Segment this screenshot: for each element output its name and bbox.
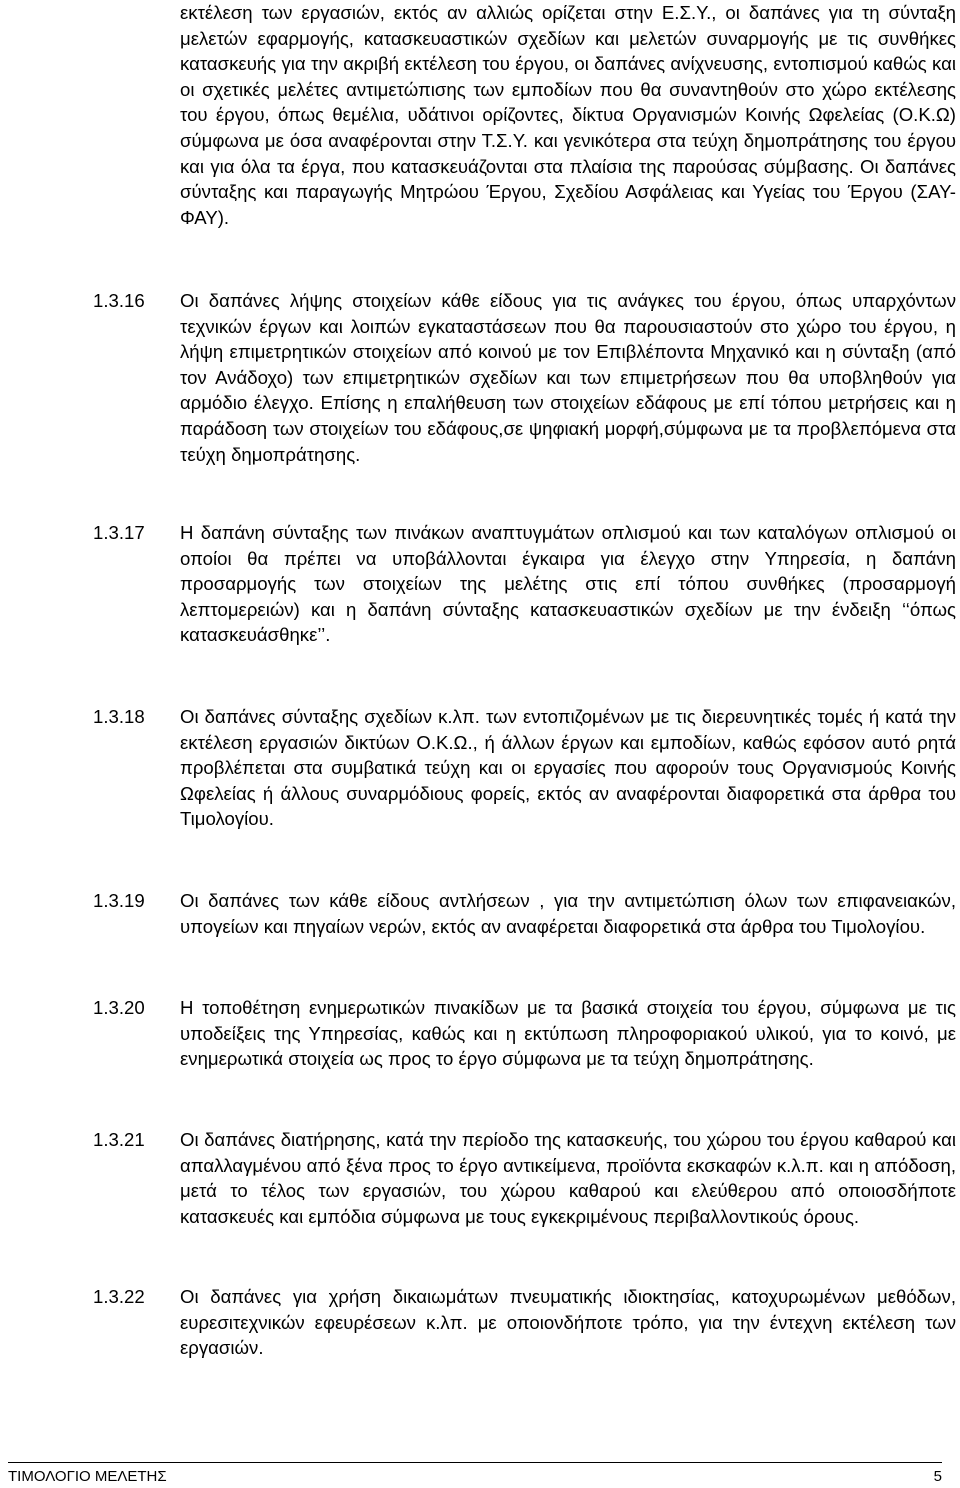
item-number: 1.3.16 bbox=[93, 290, 145, 311]
page-footer bbox=[8, 1462, 942, 1485]
item-text: Οι δαπάνες λήψης στοιχείων κάθε είδους για τις ανάγκες του έργου, όπως υπαρχόντων τεχνικών έργων και λοιπών εγκαταστάσεων που θα παρουσιαστούν στο χώρο του έργου, η λήψη επιμετρητικών στοιχείων από κοινού με τον Επιβλέποντα Μηχανικό και η σύνταξη (από τον Ανάδοχο) των επιμετρητικών σχεδίων και των επιμετρήσεων που θα υποβληθούν για αρμόδιο έλεγχο. Επίσης η επαλήθευση των στοιχείων εδάφους με επί τόπου μετρήσεις και η παράδοση των στοιχείων του εδάφους,σε ψηφιακή μορφή,σύμφωνα με τα προβλεπόμενα στα τεύχη δημοπράτησης. bbox=[180, 290, 956, 465]
item-number: 1.3.17 bbox=[93, 522, 145, 543]
item-text: Οι δαπάνες διατήρησης, κατά την περίοδο της κατασκευής, του χώρου του έργου καθαρού και απαλλαγμένου από ξένα προς το έργο αντικείμενα, προϊόντα εκσκαφών κ.λ.π. και η απόδοση, μετά το τέλος των εργασιών, του χώρου καθαρού και ελεύθερου από οποιοσδήποτε κατασκευές και εμπόδια σύμφωνα με τους εγκεκριμένους περιβαλλοντικούς όρους. bbox=[180, 1129, 956, 1227]
item-text: Η δαπάνη σύνταξης των πινάκων αναπτυγμάτων οπλισμού και των καταλόγων οπλισμού οι οποίοι θα πρέπει να υποβάλλονται έγκαιρα για έλεγχο στην Υπηρεσία, η δαπάνη προσαρμογής των στοιχείων της μελέτης στις επί τόπου συνθήκες (προσαρμογή λεπτομερειών) και η δαπάνη σύνταξης κατασκευαστικών σχεδίων με την ένδειξη ‘‘όπως κατασκευάσθηκε’’. bbox=[180, 522, 956, 646]
item-text: Οι δαπάνες για χρήση δικαιωμάτων πνευματικής ιδιοκτησίας, κατοχυρωμένων μεθόδων, ευρεσιτεχνικών εφευρέσεων κ.λπ. με οποιονδήποτε τρόπο, για την έντεχνη εκτέλεση των εργασιών. bbox=[180, 1286, 956, 1359]
item-text: Οι δαπάνες των κάθε είδους αντλήσεων , για την αντιμετώπιση όλων των επιφανειακών, υπογείων και πηγαίων νερών, εκτός αν αναφέρεται διαφορετικά στα άρθρα του Τιμολογίου. bbox=[180, 890, 956, 937]
page-number: 5 bbox=[933, 1468, 942, 1485]
item-number: 1.3.20 bbox=[93, 997, 145, 1018]
item-number: 1.3.22 bbox=[93, 1286, 145, 1307]
item-number: 1.3.19 bbox=[93, 890, 145, 911]
footer-title: ΤΙΜΟΛΟΓΙΟ ΜΕΛΕΤΗΣ bbox=[8, 1468, 167, 1485]
intro-paragraph: εκτέλεση των εργασιών, εκτός αν αλλιώς ορίζεται στην Ε.Σ.Υ., οι δαπάνες για τη σύνταξη μελετών εφαρμογής, κατασκευαστικών σχεδίων και μελετών συναρμογής με τις συνθήκες κατασκευής για την ακριβή εκτέλεση του έργου, οι δαπάνες ανίχνευσης, εντοπισμού καθώς και οι σχετικές μελέτες αντιμετώπισης των εμποδίων που θα συναντηθούν στο χώρο εκτέλεσης του έργου, όπως θεμέλια, υδάτινοι ορίζοντες, δίκτυα Οργανισμών Κοινής Ωφελείας (Ο.Κ.Ω) σύμφωνα με όσα αναφέρονται στην Τ.Σ.Υ. και γενικότερα στα τεύχη δημοπράτησης του έργου και για όλα τα έργα, που κατασκευάζονται στα πλαίσια της παρούσας σύμβασης. Οι δαπάνες σύνταξης και παραγωγής Μητρώου Έργου, Σχεδίου Ασφάλειας και Υγείας του Έργου (ΣΑΥ-ΦΑΥ). bbox=[180, 2, 956, 228]
item-number: 1.3.18 bbox=[93, 706, 145, 727]
item-text: Οι δαπάνες σύνταξης σχεδίων κ.λπ. των εντοπιζομένων με τις διερευνητικές τομές ή κατά την εκτέλεση εργασιών δικτύων Ο.Κ.Ω., ή άλλων έργων και εμποδίων, καθώς εφόσον αυτό ρητά προβλέπεται στα συμβατικά τεύχη και οι εργασίες που αφορούν τους Οργανισμούς Κοινής Ωφελείας ή άλλους συναρμόδιους φορείς, εκτός αν αναφέρονται διαφορετικά στα άρθρα του Τιμολογίου. bbox=[180, 706, 956, 830]
item-number: 1.3.21 bbox=[93, 1129, 145, 1150]
item-text: Η τοποθέτηση ενημερωτικών πινακίδων με τα βασικά στοιχεία του έργου, σύμφωνα με τις υποδείξεις της Υπηρεσίας, καθώς και η εκτύπωση πληροφοριακού υλικού, για το κοινό, με ενημερωτικά στοιχεία ως προς το έργο σύμφωνα με τα τεύχη δημοπράτησης. bbox=[180, 997, 956, 1070]
